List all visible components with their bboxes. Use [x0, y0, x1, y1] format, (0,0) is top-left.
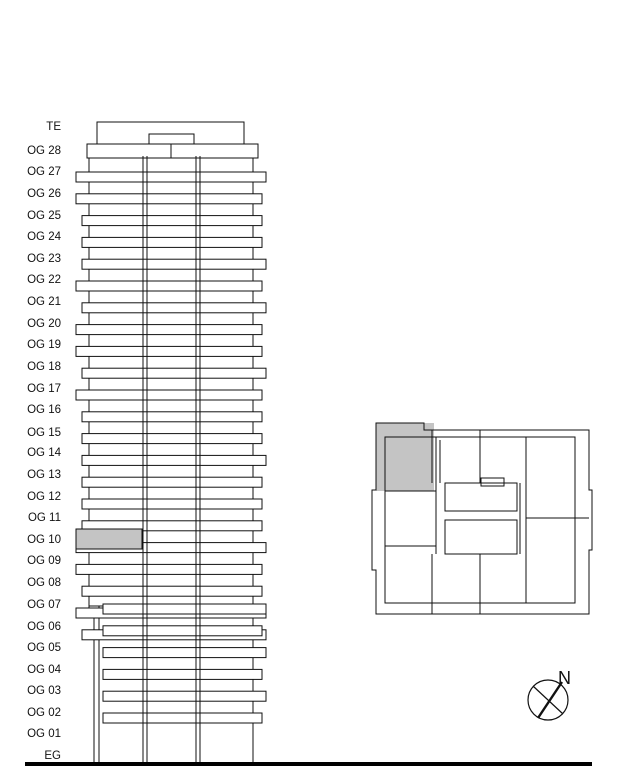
- balcony-slab-lower: [103, 604, 266, 614]
- floor-label-og-12: OG 12: [27, 491, 61, 503]
- floor-label-og-08: OG 08: [27, 577, 61, 589]
- floor-label-og-07: OG 07: [27, 599, 61, 611]
- floor-label-og-01: OG 01: [27, 728, 61, 740]
- floor-label-og-23: OG 23: [27, 253, 61, 265]
- balcony-slab: [82, 412, 262, 422]
- floor-label-eg: EG: [44, 750, 61, 762]
- balcony-slab-lower: [103, 713, 262, 723]
- floor-label-og-17: OG 17: [27, 383, 61, 395]
- north-compass: [528, 668, 571, 720]
- floor-label-og-04: OG 04: [27, 664, 61, 676]
- floor-label-og-25: OG 25: [27, 210, 61, 222]
- floor-label-og-22: OG 22: [27, 274, 61, 286]
- balcony-slab: [82, 499, 262, 509]
- floor-label-og-18: OG 18: [27, 361, 61, 373]
- compass-north-label: N: [558, 668, 571, 688]
- floor-label-og-05: OG 05: [27, 642, 61, 654]
- compass-line-a: [533, 686, 563, 714]
- balcony-slab: [82, 368, 266, 378]
- balcony-slab: [82, 303, 266, 313]
- balcony-slab: [82, 216, 262, 226]
- floor-label-og-26: OG 26: [27, 188, 61, 200]
- floor-label-og-28: OG 28: [27, 145, 61, 157]
- balcony-slab: [82, 477, 262, 487]
- floor-label-te: TE: [46, 121, 61, 133]
- floor-label-og-14: OG 14: [27, 447, 61, 459]
- balcony-slab-lower: [103, 626, 262, 636]
- balcony-slab: [82, 237, 262, 247]
- balcony-slab: [76, 172, 266, 182]
- balcony-slab-lower: [103, 691, 266, 701]
- floor-label-og-13: OG 13: [27, 469, 61, 481]
- balcony-slab: [76, 281, 262, 291]
- balcony-slab: [76, 390, 262, 400]
- roof-structure: [149, 134, 194, 144]
- floor-label-og-27: OG 27: [27, 166, 61, 178]
- balcony-slab: [82, 259, 266, 269]
- floor-label-og-06: OG 06: [27, 621, 61, 633]
- balcony-slab: [76, 194, 262, 204]
- balcony-slab: [82, 434, 262, 444]
- balcony-slab: [76, 564, 262, 574]
- balcony-slab: [76, 346, 262, 356]
- floor-labels: [27, 121, 61, 762]
- floor-label-og-19: OG 19: [27, 339, 61, 351]
- floor-label-og-15: OG 15: [27, 427, 61, 439]
- highlighted-unit-elevation: [76, 529, 142, 549]
- floor-label-og-16: OG 16: [27, 404, 61, 416]
- floor-plate-og-28: [87, 144, 258, 158]
- core-lower: [445, 520, 517, 554]
- floor-plan: [372, 423, 592, 614]
- core-lift: [481, 478, 504, 486]
- balcony-slab-lower: [103, 669, 262, 679]
- floor-label-og-20: OG 20: [27, 318, 61, 330]
- floor-label-og-02: OG 02: [27, 707, 61, 719]
- floor-label-og-21: OG 21: [27, 296, 61, 308]
- balcony-slab-lower: [103, 648, 266, 658]
- core-upper: [445, 483, 517, 511]
- floor-label-og-11: OG 11: [27, 512, 61, 524]
- building-elevation: [76, 122, 266, 764]
- balcony-slab: [76, 325, 262, 335]
- floor-label-og-09: OG 09: [27, 555, 61, 567]
- floor-label-og-24: OG 24: [27, 231, 61, 243]
- floor-label-og-03: OG 03: [27, 685, 61, 697]
- floor-label-og-10: OG 10: [27, 534, 61, 546]
- balcony-slab: [82, 586, 262, 596]
- balcony-slab: [82, 455, 266, 465]
